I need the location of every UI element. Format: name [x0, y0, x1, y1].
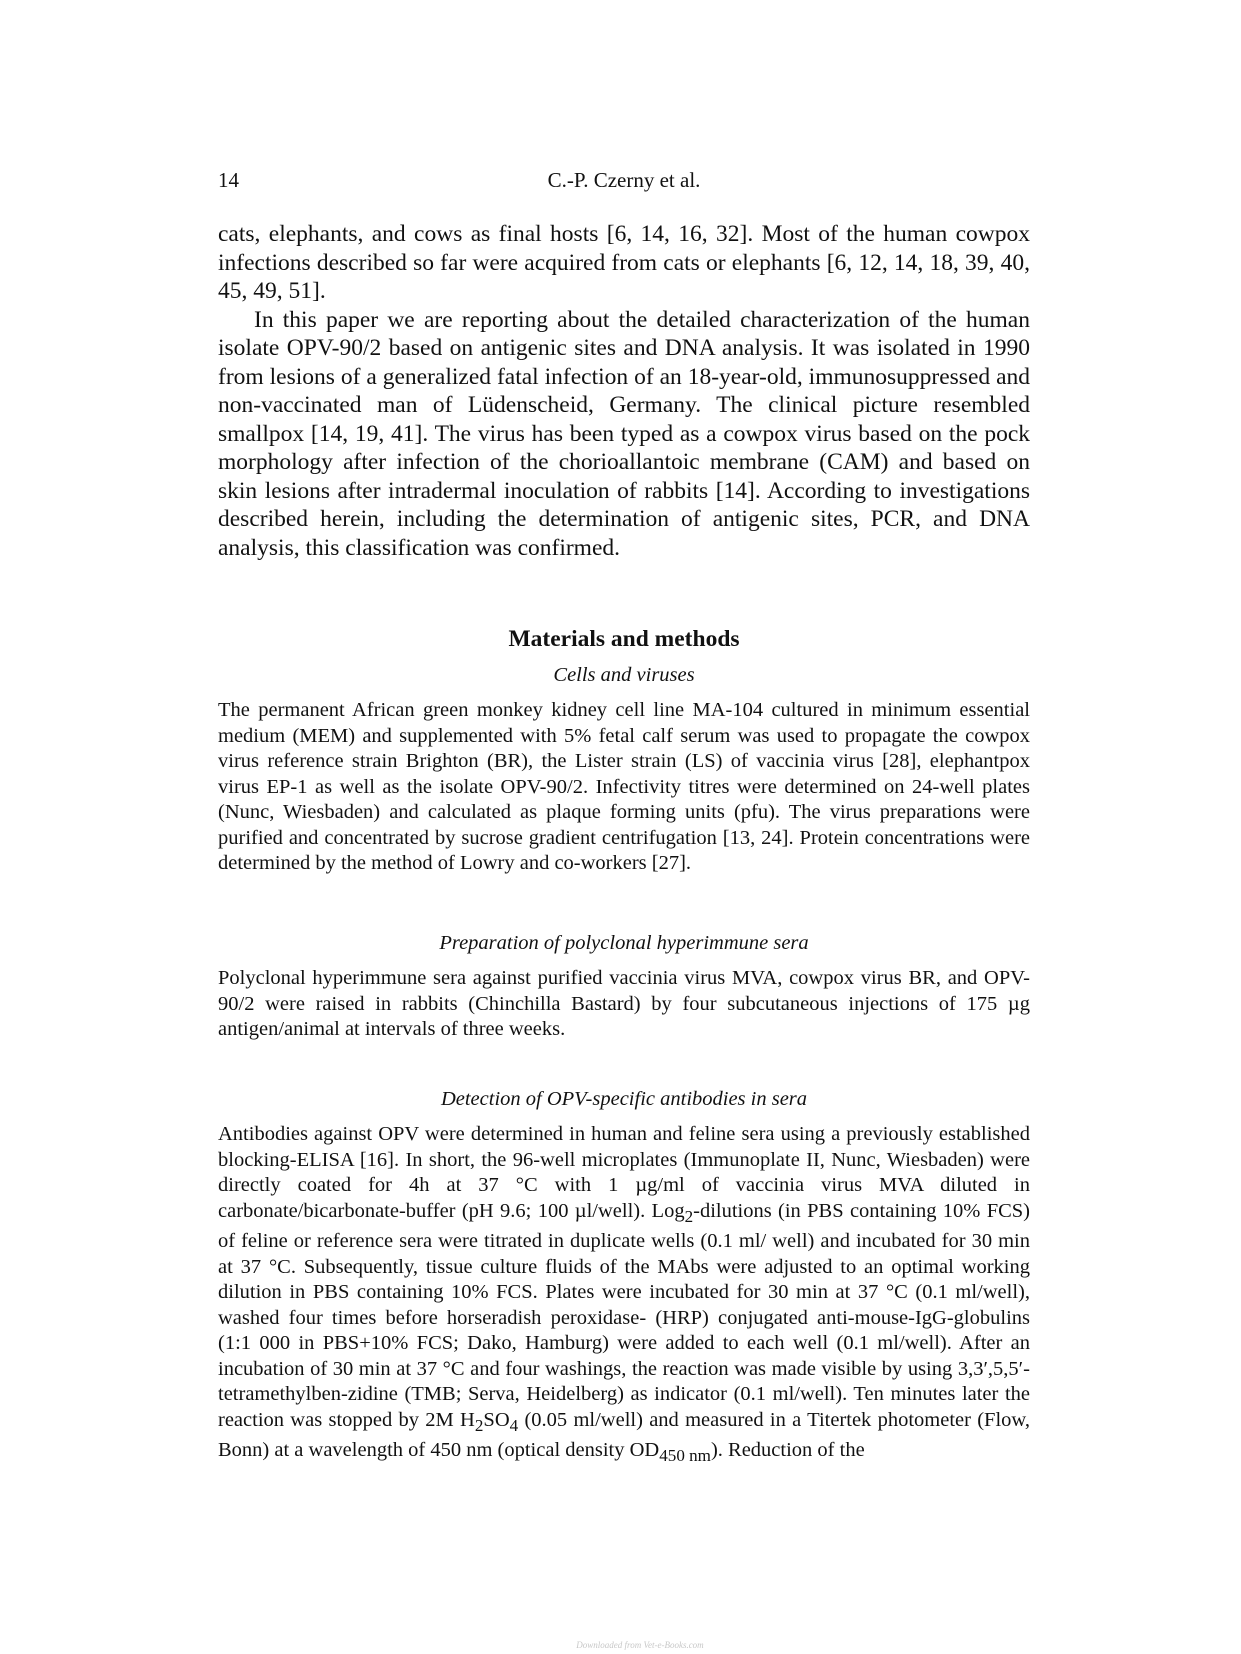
detection-text: Antibodies against OPV were determined in human and feline sera using a previously established blocking-ELISA [16]. In short, the 96-well microplates (Immunoplate II, Nunc, Wiesbaden) were directly coated for 4h at 37 °C with 1 µg/ml of vaccinia virus MVA diluted in carbonate/bicarbonate-buffer (pH 9.6; 100 µl/well). Log$_2$-dilutions (in PBS containing 10% FCS) of feline or reference sera were titrated in duplicate wells (0.1 ml/ well) and incubated for 30 min at 37 °C. Subsequently, tissue culture fluids of the MAbs were adjusted to an optimal working dilution in PBS containing 10% FCS. Plates were incubated for 30 min at 37 °C (0.1 ml/well), washed four times before horseradish peroxidase- (HRP) conjugated anti-mouse-IgG-globulins (1:1 000 in PBS+10% FCS; Dako, Hamburg) were added to each well (0.1 ml/well). After an incubation of 30 min at 37 °C and four washings, the reaction was made visible by using 3,3′,5,5′-tetramethylben-zidine (TMB; Serva, Heidelberg) as indicator (0.1 ml/well). Ten minutes later the reaction was stopped by 2M $H_2SO_4$ (0.05 ml/well) and measured in a Titertek photometer (Flow, Bonn) at a wavelength of 450 nm (optical density $OD_{450 nm}$). Reduction of the [218, 1123, 1031, 1466]
subsection-heading-detection: Detection of OPV-specific antibodies in sera [440, 1088, 808, 1110]
subsection-heading-sera: Preparation of polyclonal hyperimmune sera [439, 932, 809, 954]
subsection-heading-cells: Cells and viruses [553, 664, 695, 686]
cells-text: The permanent African green monkey kidney cell line MA-104 cultured in minimum essential medium (MEM) and supplemented with 5% fetal calf serum was used to propagate the cowpox virus reference strain Brighton (BR), the Lister strain (LS) of vaccinia virus [28], elephantpox virus EP-1 as well as the isolate OPV-90/2. Infectivity titres were determined on 24-well plates (Nunc, Wiesbaden) and calculated as plaque forming units (pfu). The virus preparations were purified and concentrated by sucrose gradient centrifugation [13, 24]. Protein concentrations were determined by the method of Lowry and co-workers [27]. [218, 699, 1030, 874]
cells-paragraph [218, 698, 1030, 877]
section-title: Materials and methods [508, 626, 740, 652]
sera-text: Polyclonal hyperimmune sera against purified vaccinia virus MVA, cowpox virus BR, and OPV-90/2 were raised in rabbits (Chinchilla Bastard) by four subcutaneous injections of 175 µg antigen/animal at intervals of three weeks. [218, 967, 1030, 1040]
detection-paragraph [218, 1122, 1030, 1469]
running-head: C.-P. Czerny et al. [547, 168, 701, 192]
intro-paragraph-2: In this paper we are reporting about the detailed characterization of the human isolate OPV-90/2 based on antigenic sites and DNA analysis. It was isolated in 1990 from lesions of a generalized fatal infection of an 18-year-old, immunosuppressed and non-vaccinated man of Lüdenscheid, Germany. The clinical picture resembled smallpox [14, 19, 41]. The virus has been typed as a cowpox virus based on the pock morphology after infection of the chorioallantoic membrane (CAM) and based on skin lesions after intradermal inoculation of rabbits [14]. According to investigations described herein, including the determination of antigenic sites, PCR, and DNA analysis, this classification was confirmed. [218, 306, 1030, 561]
intro-section [218, 220, 1030, 562]
sera-paragraph [218, 966, 1030, 1043]
page-number: 14 [218, 168, 239, 192]
intro-paragraph-1: cats, elephants, and cows as final hosts [6, 14, 16, 32]. Most of the human cowpox infections described so far were acquired from cats or elephants [6, 12, 14, 18, 39, 40, 45, 49, 51]. [218, 221, 1030, 304]
download-watermark: Downloaded from Vet-e-Books.com [576, 1640, 704, 1650]
page-header [218, 168, 1030, 198]
